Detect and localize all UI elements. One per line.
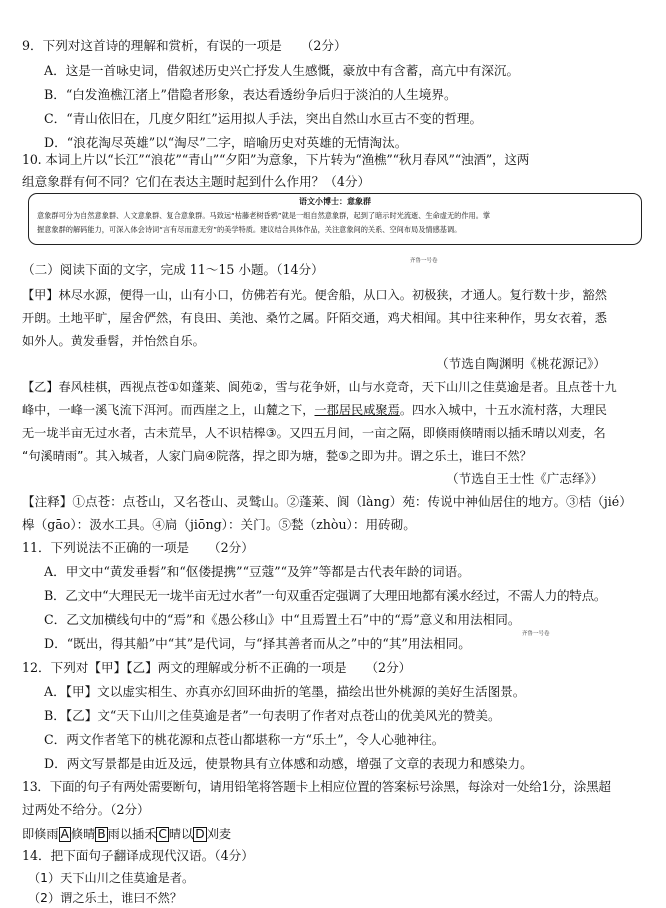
break-mark-d: D <box>195 827 205 841</box>
notes-line-1: 【注释】①点苍：点苍山，又名苍山、灵鹫山。②蓬莱、阆（làng）苑：传说中神仙居住的地方。③桔（jié） <box>22 494 632 509</box>
yi-line-2-rest: 。四水入城中，十五水流村落，大理民 <box>399 403 607 417</box>
q12-option-a: A．【甲】文以虚实相生、亦真亦幻回环曲折的笔墨，描绘出世外桃源的美好生活图景。 <box>44 684 526 699</box>
q9-option-b: B．“白发渔樵江渚上”借隐者形象，表达看透纷争后归于淡泊的人生境界。 <box>44 87 457 102</box>
q14-item-2: （2）谓之乐土，谁曰不然？ <box>28 891 183 905</box>
q13-seg-4: 刈麦 <box>206 827 232 841</box>
q13-seg-3: 晴以 <box>168 827 194 841</box>
q9-option-a: A．这是一首咏史词，借叙述历史兴亡抒发人生感慨，豪放中有含蓄，高亢中有深沉。 <box>44 63 520 78</box>
yi-line-2-text: 峰中，一峰一溪飞流下洱河。而西崖之上，山麓之下， <box>22 403 315 417</box>
q10-line-1: 10. 本词上片以“长江”“浪花”“青山”“夕阳”为意象，下片转为“渔樵”“秋月春风”“浊酒”，这两 <box>22 152 530 167</box>
yi-line-2 <box>22 402 607 418</box>
q12-option-b: B．【乙】文“天下山川之佳莫逾是者”一句表明了作者对点苍山的优美风光的赞美。 <box>44 708 501 723</box>
q13-sentence <box>22 826 231 842</box>
jia-line-1: 【甲】林尽水源，便得一山，山有小口，仿佛若有光。便舍船，从口入。初极狭，才通人。复行数十步，豁然 <box>22 288 607 302</box>
q11-option-c: C．乙文加横线句中的“焉”和《愚公移山》中“且焉置土石”中的“焉”意义和用法相同。 <box>44 612 521 627</box>
q12-option-c: C．两文作者笔下的桃花源和点苍山都堪称一方“乐土”，令人心驰神往。 <box>44 732 445 747</box>
stamp-mark: 齐鲁一号卷 <box>410 258 438 264</box>
q11-stem: 11．下列说法不正确的一项是 （2分） <box>22 540 254 555</box>
yi-line-4: “句溪晴雨”。其入城者，人家门扃④院落，捍之即为塘，甃⑤之即为井。谓之乐土，谁曰不然？ <box>22 449 532 463</box>
tip-line-2: 握意象群的解码能力，可深入体会诗词“言有尽而意无穷”的美学特质。建议结合具体作品，关注意象间的关系、空间布局及情感基调。 <box>37 225 462 234</box>
q9-option-d: D．“浪花淘尽英雄”以“淘尽”二字，暗喻历史对英雄的无情淘汰。 <box>44 135 408 150</box>
tip-title: 语文小博士：意象群 <box>299 197 371 206</box>
jia-line-3: 如外人。黄发垂髫，并怡然自乐。 <box>22 334 205 348</box>
yi-line-3: 无一垅半亩无过水者，古未荒旱，人不识桔槔③。又四五月间，一亩之隔，即倏雨倏晴雨以插禾晴以刈麦，名 <box>22 426 606 440</box>
q13-line-1: 13．下面的句子有两处需要断句，请用铅笔将答题卡上相应位置的答案标号涂黑，每涂对一处给1分，涂黑超 <box>22 779 611 794</box>
q11-option-b: B．乙文中“大理民无一垅半亩无过水者”一句双重否定强调了大理田地都有溪水经过，不需人力的特点。 <box>44 588 607 603</box>
break-mark-b: B <box>97 827 106 841</box>
jia-source: （节选自陶渊明《桃花源记》） <box>436 356 607 371</box>
q12-option-d: D．两文写景都是由近及远，使景物具有立体感和动感，增强了文章的表现力和感染力。 <box>44 756 533 771</box>
q14-stem: 14．把下面句子翻译成现代汉语。（4分） <box>22 848 254 863</box>
q10-line-2: 组意象群有何不同？它们在表达主题时起到什么作用？（4分） <box>22 174 371 189</box>
underlined-sentence: 一郡居民咸聚焉 <box>314 403 400 417</box>
tip-line-1: 意象群可分为自然意象群、人文意象群、复合意象群。马致远“枯藤老树昏鸦”就是一组自然意象群，起到了暗示时光流逝、生命虚无的作用。掌 <box>37 211 491 220</box>
q13-seg-1: 倏晴 <box>70 827 96 841</box>
q11-option-a: A．甲文中“黄发垂髫”和“伛偻提携”“豆蔻”“及笄”等都是古代表年龄的词语。 <box>44 564 470 579</box>
q13-line-2: 过两处不给分。（2分） <box>22 802 150 817</box>
notes-line-2: 槔（gāo）：汲水工具。④扃（jiōng）：关门。⑤甃（zhòu）：用砖砌。 <box>22 517 416 532</box>
yi-line-1: 【乙】春风桂棋，西视点苍①如蓬莱、阆苑②，雪与花争妍，山与水竞奇，天下山川之佳莫逾是者。且点苍十九 <box>22 380 617 394</box>
tip-box <box>28 193 642 245</box>
q11-option-d: D．“既出，得其船”中“其”是代词，与“择其善者而从之”中的“其”用法相同。 <box>44 636 471 651</box>
jia-line-2: 开朗。土地平旷，屋舍俨然，有良田、美池、桑竹之属。阡陌交通，鸡犬相闻。其中往来种作，男女衣着，悉 <box>22 311 607 325</box>
break-mark-c: C <box>158 827 167 841</box>
break-mark-a: A <box>60 827 69 841</box>
yi-source: （节选自王士性《广志绎》） <box>446 471 604 486</box>
stamp-mark-2: 齐鲁一号卷 <box>522 631 550 637</box>
q12-stem: 12．下列对【甲】【乙】两文的理解或分析不正确的一项是 （2分） <box>22 660 412 675</box>
q13-seg-0: 即倏雨 <box>22 827 59 841</box>
q13-seg-2: 雨以插禾 <box>107 827 157 841</box>
section-title: （二）阅读下面的文字，完成 11～15 小题。（14分） <box>22 262 324 277</box>
q9-option-c: C．“青山依旧在，几度夕阳红”运用拟人手法，突出自然山水亘古不变的哲理。 <box>44 111 483 126</box>
q9-stem: 9．下列对这首诗的理解和赏析，有误的一项是 （2分） <box>22 38 347 53</box>
q14-item-1: （1）天下山川之佳莫逾是者。 <box>28 871 195 885</box>
